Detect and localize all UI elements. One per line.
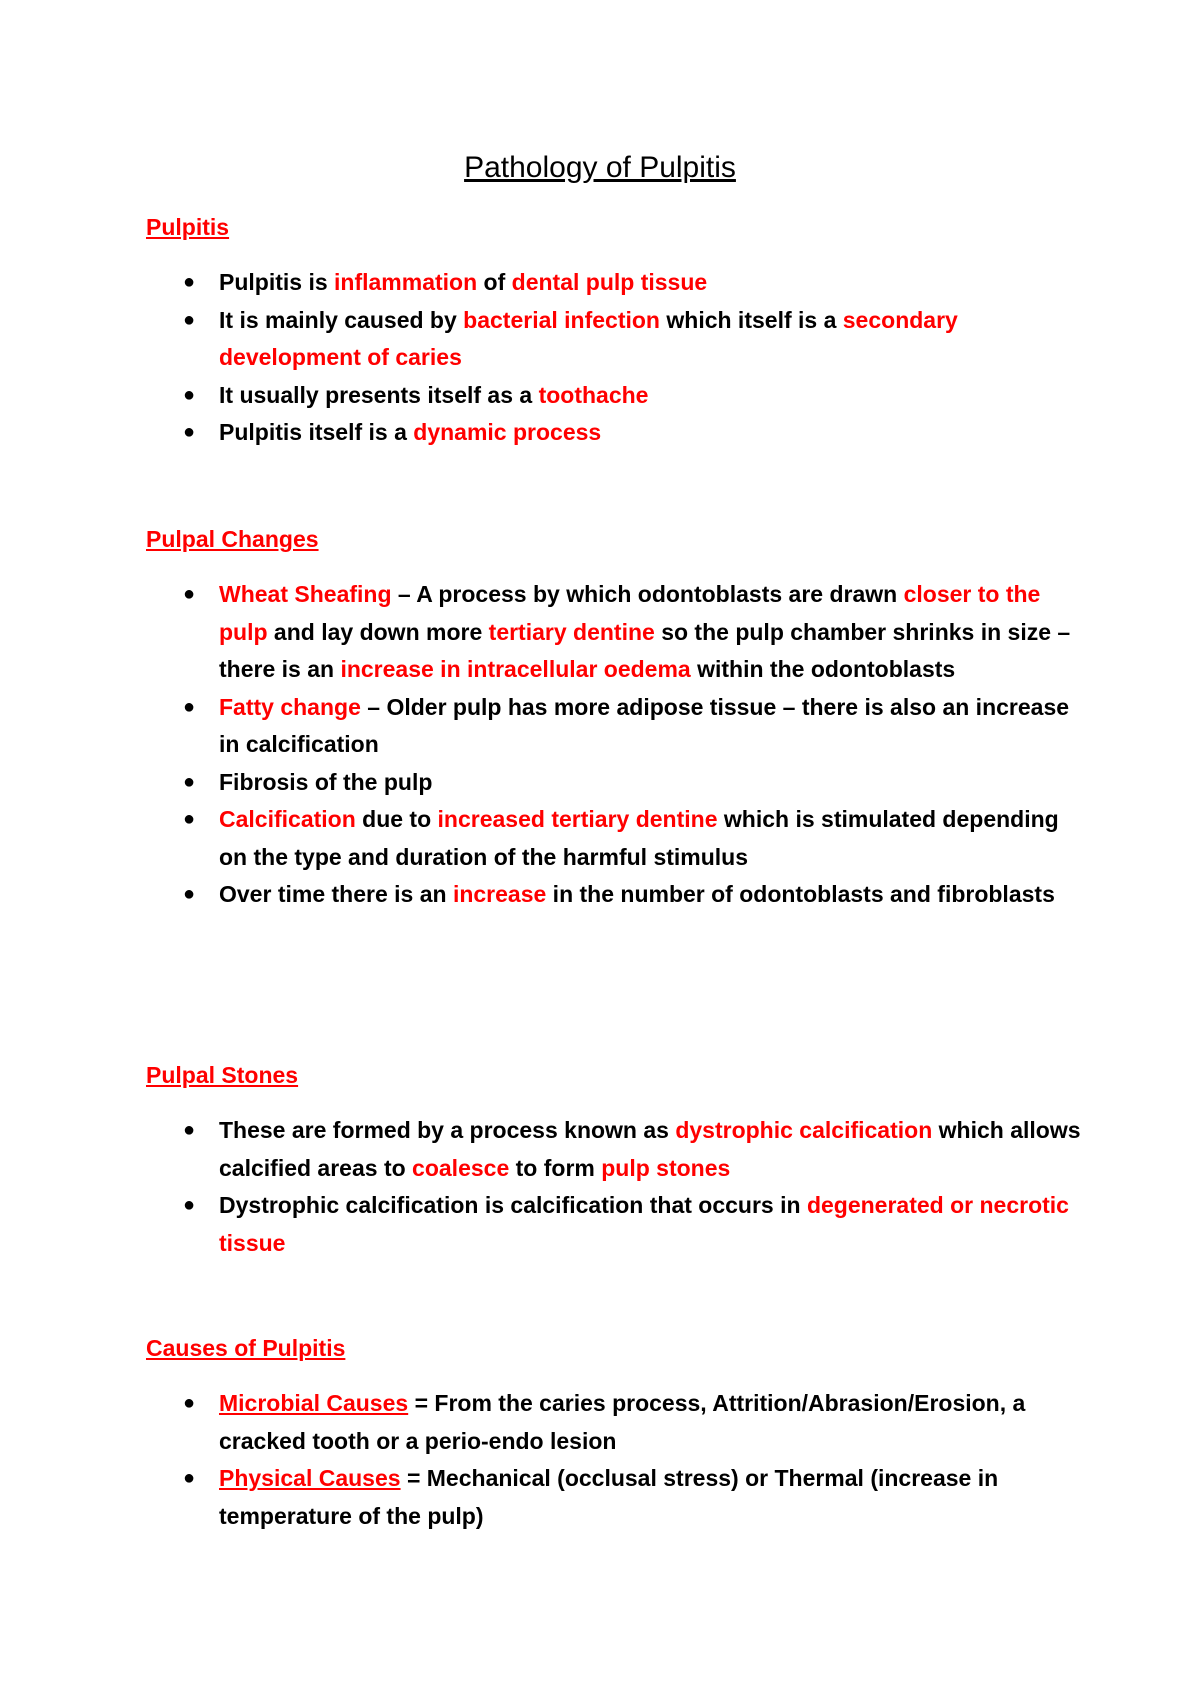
bullet-icon: ● xyxy=(183,308,196,331)
bullet-icon: ● xyxy=(183,770,196,793)
text-run: = Mechanical (occlusal stress) or Thermal (increase in temperature of the pulp) xyxy=(219,1465,999,1529)
text-run: to form xyxy=(509,1154,602,1181)
list-item xyxy=(146,801,1086,876)
text-run: – A process by which odontoblasts are drawn xyxy=(391,581,904,607)
bullet-list xyxy=(146,1385,1086,1535)
list-item xyxy=(146,414,1086,452)
section-pulpitis xyxy=(146,212,1086,452)
highlighted-term: Fatty change xyxy=(219,693,361,720)
highlighted-term: tertiary dentine xyxy=(488,618,655,645)
highlighted-term: coalesce xyxy=(412,1154,510,1181)
bullet-icon: ● xyxy=(183,1467,196,1489)
text-run: It usually presents itself as a xyxy=(219,381,539,408)
bullet-icon: ● xyxy=(183,421,196,443)
highlighted-term: degenerated or necrotic tissue xyxy=(219,1192,1069,1256)
section-heading: Pulpitis xyxy=(146,214,230,240)
bullet-list xyxy=(146,264,1086,452)
bullet-icon: ● xyxy=(183,583,196,605)
text-run: which allows calcified areas to xyxy=(219,1117,1081,1181)
section-causes-of-pulpitis xyxy=(146,1333,1086,1535)
text-run: which is stimulated depending on the type and duration of the harmful stimulus xyxy=(219,806,1059,870)
bullet-icon: ● xyxy=(183,1194,196,1216)
text-run: Fibrosis of the pulp xyxy=(219,768,433,795)
list-item xyxy=(146,1112,1086,1187)
bullet-icon: ● xyxy=(183,1392,196,1414)
list-item xyxy=(146,689,1086,764)
page-title: Pathology of Pulpitis xyxy=(464,151,736,184)
highlighted-term: increase in intracellular oedema xyxy=(340,656,691,682)
bullet-icon: ● xyxy=(183,271,196,293)
bullet-list xyxy=(146,576,1086,914)
text-run: Dystrophic calcification is calcification that occurs in xyxy=(219,1192,807,1218)
list-item xyxy=(146,377,1086,415)
highlighted-term: secondary development of caries xyxy=(219,306,958,370)
text-run: It is mainly caused by xyxy=(219,306,464,333)
highlighted-term: toothache xyxy=(538,381,649,408)
text-run: Pulpitis is xyxy=(219,269,335,295)
section-pulpal-changes xyxy=(146,524,1086,914)
bullet-icon: ● xyxy=(183,695,196,718)
bullet-list xyxy=(146,1112,1086,1262)
text-run: within the odontoblasts xyxy=(690,656,956,682)
highlighted-term: dynamic process xyxy=(413,419,602,445)
section-heading: Causes of Pulpitis xyxy=(146,1335,346,1361)
highlighted-term: Calcification xyxy=(219,806,356,832)
list-item xyxy=(146,576,1086,689)
highlighted-term: inflammation xyxy=(334,269,478,295)
highlighted-term: Microbial Causes xyxy=(219,1390,409,1416)
text-run: Over time there is an xyxy=(219,881,453,907)
highlighted-term: Wheat Sheafing xyxy=(219,581,392,607)
section-heading: Pulpal Stones xyxy=(146,1062,299,1088)
text-run: of xyxy=(477,269,512,295)
highlighted-term: dystrophic calcification xyxy=(675,1117,933,1143)
text-run: Pulpitis itself is a xyxy=(219,419,414,445)
text-run: due to xyxy=(355,806,438,832)
highlighted-term: closer to the pulp xyxy=(219,581,1041,645)
highlighted-term: Physical Causes xyxy=(219,1465,401,1491)
text-run: in the number of odontoblasts and fibroblasts xyxy=(546,881,1055,907)
highlighted-term: increase xyxy=(452,881,547,907)
highlighted-term: dental pulp tissue xyxy=(511,269,708,295)
highlighted-term: pulp stones xyxy=(601,1154,731,1181)
section-heading: Pulpal Changes xyxy=(146,526,319,552)
list-item xyxy=(146,264,1086,302)
text-run: which itself is a xyxy=(659,306,843,333)
highlighted-term: increased tertiary dentine xyxy=(437,806,718,832)
list-item xyxy=(146,764,1086,802)
section-pulpal-stones xyxy=(146,1060,1086,1262)
text-run: These are formed by a process known as xyxy=(219,1117,676,1143)
list-item xyxy=(146,876,1086,914)
text-run: – Older pulp has more adipose tissue – there is also an increase in calcification xyxy=(219,693,1070,757)
list-item xyxy=(146,1385,1086,1460)
list-item xyxy=(146,1460,1086,1535)
list-item xyxy=(146,302,1086,377)
bullet-icon: ● xyxy=(183,1119,196,1141)
highlighted-term: bacterial infection xyxy=(463,306,660,333)
bullet-icon: ● xyxy=(183,883,196,905)
text-run: so the pulp chamber shrinks in size – there is an xyxy=(219,618,1071,682)
bullet-icon: ● xyxy=(183,383,196,406)
text-run: = From the caries process, Attrition/Abrasion/Erosion, a cracked tooth or a perio-endo lesion xyxy=(219,1390,1026,1454)
list-item xyxy=(146,1187,1086,1262)
bullet-icon: ● xyxy=(183,808,196,830)
text-run: and lay down more xyxy=(267,618,489,645)
